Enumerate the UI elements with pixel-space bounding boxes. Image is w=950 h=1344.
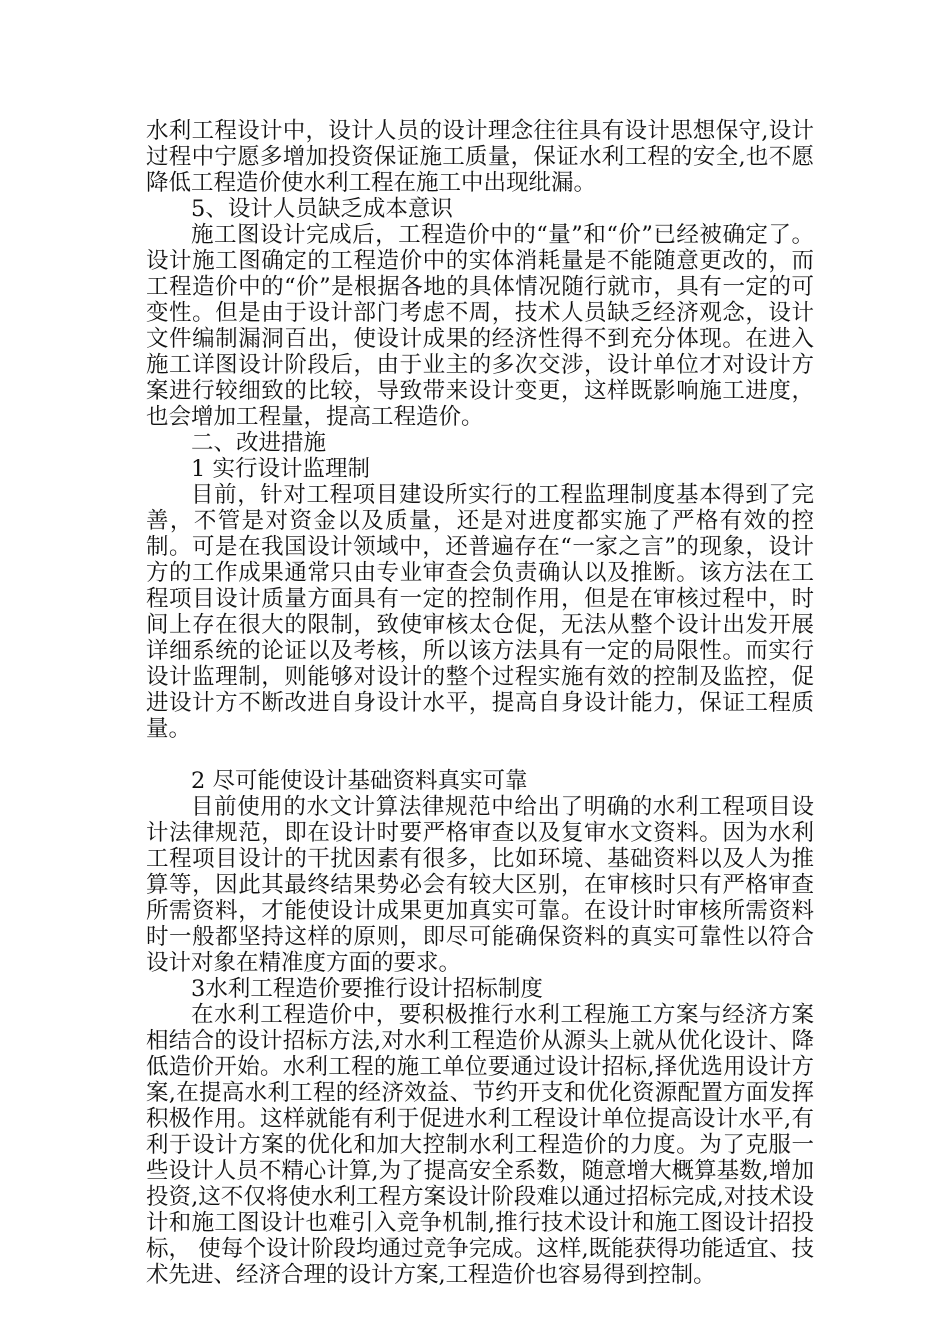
paragraph-cost-awareness: 施工图设计完成后，工程造价中的“量”和“价”已经被确定了。设计施工图确定的工程造价中的实体消耗量是不能随意更改的，而工程造价中的“价”是根据各地的具体情况随行就市，具有一定的可变性。但是由于设计部门考虑不周，技术人员缺乏经济观念，设计文件编制漏洞百出，使设计成果的经济性得不到充分体现。在进入施工详图设计阶段后，由于业主的多次交涉，设计单位才对设计方案进行较细致的比较，导致带来设计变更，这样既影响施工进度，也会增加工程量，提高工程造价。 — [146, 222, 814, 430]
paragraph-intro-continued: 水利工程设计中，设计人员的设计理念往往具有设计思想保守,设计过程中宁愿多增加投资保证施工质量，保证水利工程的安全,也不愿降低工程造价使水利工程在施工中出现纰漏。 — [146, 118, 814, 196]
paragraph-gap — [146, 742, 814, 768]
heading-design-supervision: 1 实行设计监理制 — [191, 456, 370, 482]
paragraph-design-supervision: 目前，针对工程项目建设所实行的工程监理制度基本得到了完善，不管是对资金以及质量，还是对进度都实施了严格有效的控制。可是在我国设计领域中，还普遍存在“一家之言”的现象，设计方的工作成果通常只由专业审查会负责确认以及推断。该方法在工程项目设计质量方面具有一定的控制作用，但是在审核过程中，时间上存在很大的限制，致使审核太仓促，无法从整个设计出发开展详细系统的论证以及考核，所以该方法具有一定的局限性。而实行设计监理制，则能够对设计的整个过程实施有效的控制及监控，促进设计方不断改进自身设计水平，提高自身设计能力，保证工程质量。 — [146, 482, 814, 742]
document-body — [146, 118, 814, 1288]
heading-cost-awareness: 5、设计人员缺乏成本意识 — [191, 196, 453, 222]
paragraph-reliable-data: 目前使用的水文计算法律规范中给出了明确的水利工程项目设计法律规范，即在设计时要严格审查以及复审水文资料。因为水利工程项目设计的干扰因素有很多，比如环境、基础资料以及人为推算等，因此其最终结果势必会有较大区别，在审核时只有严格审查所需资料，才能使设计成果更加真实可靠。在设计时审核所需资料时一般都坚持这样的原则，即尽可能确保资料的真实可靠性以符合设计对象在精准度方面的要求。 — [146, 794, 814, 976]
heading-design-bidding: 3水利工程造价要推行设计招标制度 — [191, 976, 543, 1002]
paragraph-design-bidding: 在水利工程造价中，要积极推行水利工程施工方案与经济方案相结合的设计招标方法,对水利工程造价从源头上就从优化设计、降低造价开始。水利工程的施工单位要通过设计招标,择优选用设计方案,在提高水利工程的经济效益、节约开支和优化资源配置方面发挥积极作用。这样就能有利于促进水利工程设计单位提高设计水平,有利于设计方案的优化和加大控制水利工程造价的力度。为了克服一些设计人员不精心计算,为了提高安全系数，随意增大概算基数,增加投资,这不仅将使水利工程方案设计阶段难以通过招标完成,对技术设计和施工图设计也难引入竞争机制,推行技术设计和施工图设计招投标， 使每个设计阶段均通过竞争完成。这样,既能获得功能适宜、技术先进、经济合理的设计方案,工程造价也容易得到控制。 — [146, 1002, 814, 1288]
heading-reliable-data: 2 尽可能使设计基础资料真实可靠 — [191, 768, 528, 794]
heading-improvement-measures: 二、改进措施 — [191, 430, 327, 456]
